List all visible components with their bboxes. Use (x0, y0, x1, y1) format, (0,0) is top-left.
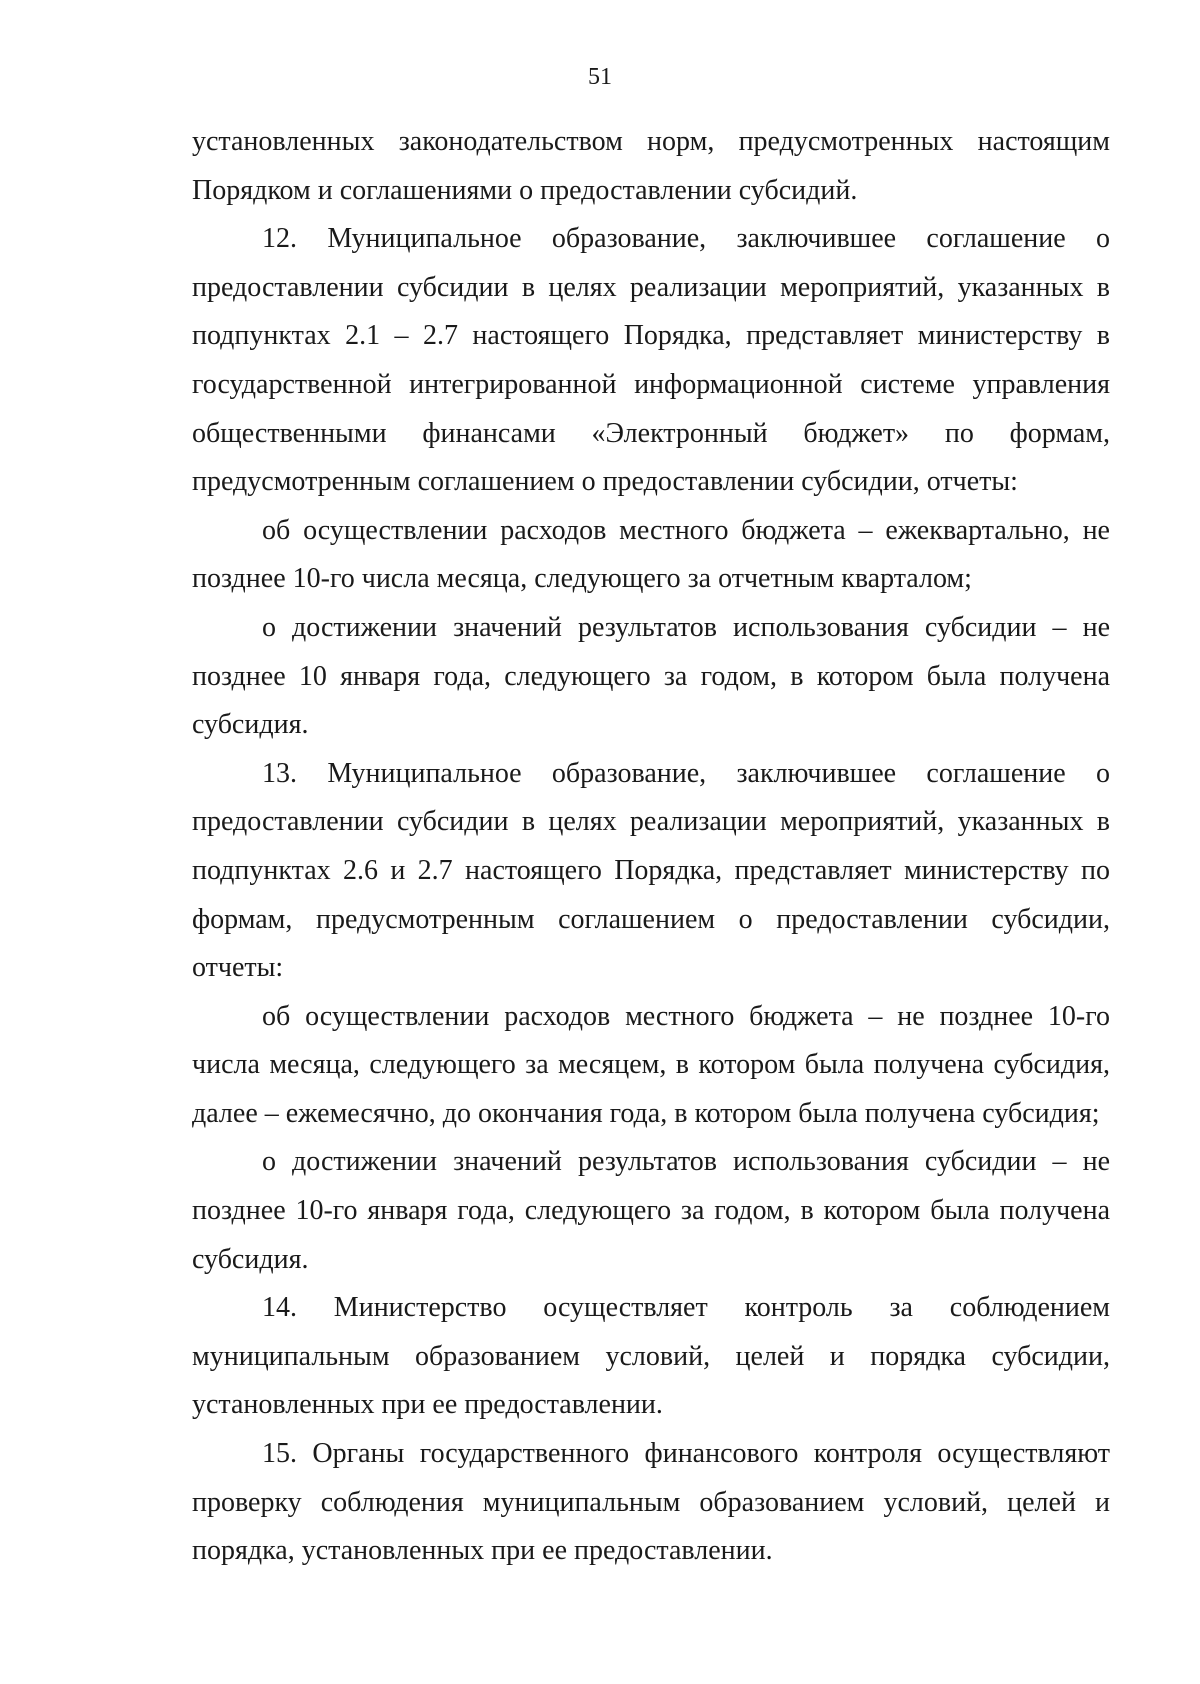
paragraph-item-13-results-report: о достижении значений результатов использования субсидии – не позднее 10-го января года, следующего за годом, в котором была получена субсидия. (192, 1146, 1110, 1275)
paragraph-item-13: 13. Муниципальное образование, заключившее соглашение о предоставлении субсидии в целях реализации мероприятий, указанных в подпунктах 2.6 и 2.7 настоящего Порядка, представляет министерству по формам, предусмотренным соглашением о предоставлении субсидии, отчеты: (192, 757, 1110, 984)
paragraph-item-12: 12. Муниципальное образование, заключившее соглашение о предоставлении субсидии в целях реализации мероприятий, указанных в подпунктах 2.1 – 2.7 настоящего Порядка, представляет министерству в государственной интегрированной информационной системе управления общественными финансами «Электронный бюджет» по формам, предусмотренным соглашением о предоставлении субсидии, отчеты: (192, 223, 1110, 498)
paragraph-item-13-monthly-report: об осуществлении расходов местного бюджета – не позднее 10-го числа месяца, следующего за месяцем, в котором была получена субсидия, далее – ежемесячно, до окончания года, в котором была получена субсидия; (192, 1000, 1110, 1129)
paragraph-item-15: 15. Органы государственного финансового контроля осуществляют проверку соблюдения муниципальным образованием условий, целей и порядка, установленных при ее предоставлении. (192, 1438, 1110, 1567)
paragraph-item-12-results-report: о достижении значений результатов использования субсидии – не позднее 10 января года, следующего за годом, в котором была получена субсидия. (192, 611, 1110, 741)
paragraph-item-12-quarterly-report: об осуществлении расходов местного бюджета – ежеквартально, не позднее 10-го числа месяца, следующего за отчетным кварталом; (192, 514, 1110, 595)
paragraph-item-14: 14. Министерство осуществляет контроль за соблюдением муниципальным образованием условий, целей и порядка субсидии, установленных при ее предоставлении. (192, 1292, 1110, 1421)
document-body (192, 118, 1110, 1576)
page-number: 51 (588, 64, 612, 90)
paragraph-continuation: установленных законодательством норм, предусмотренных настоящим Порядком и соглашениями о предоставлении субсидий. (192, 126, 1110, 206)
